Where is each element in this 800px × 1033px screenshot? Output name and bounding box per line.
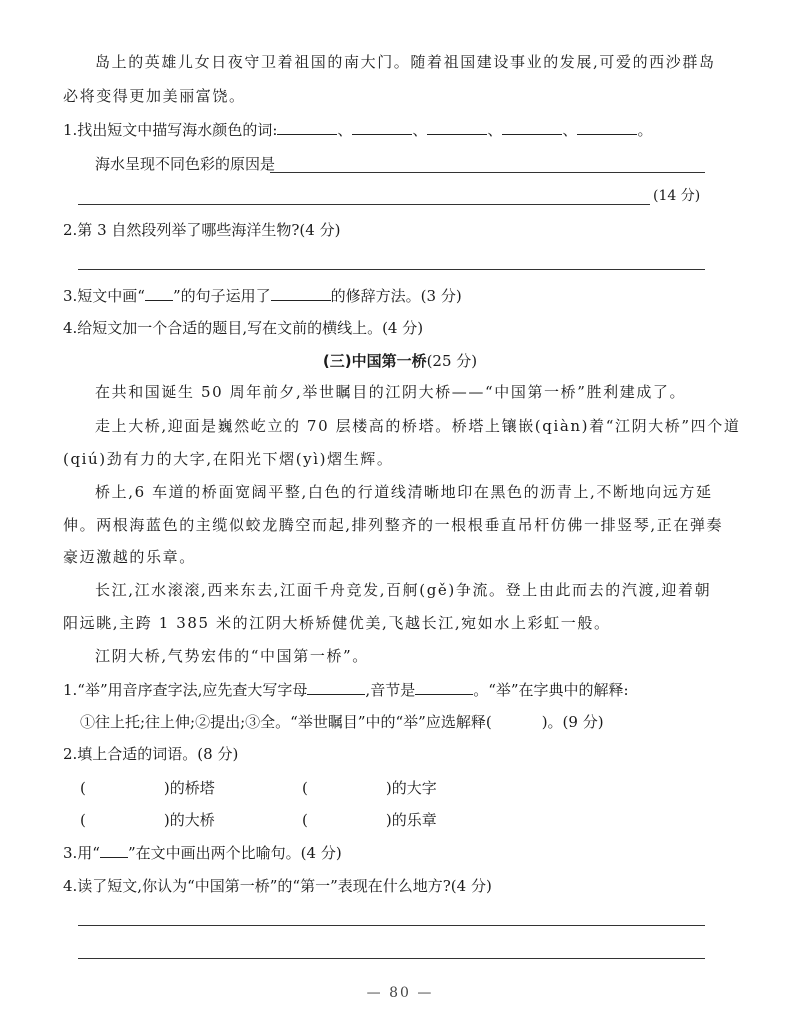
answer-blank[interactable]	[577, 120, 637, 135]
paragraph-line: 桥上,6 车道的桥面宽阔平整,白色的行道线清晰地印在黑色的沥青上,不断地向远方延	[95, 483, 713, 501]
fill-item: ( )的桥塔	[80, 779, 215, 797]
paragraph-line: 伸。两根海蓝色的主缆似蛟龙腾空而起,排列整齐的一根根垂直吊杆仿佛一排竖琴,正在弹奏	[63, 516, 724, 534]
answer-line[interactable]	[78, 958, 705, 959]
paragraph-line: 阳远眺,主跨 1 385 米的江阴大桥矫健优美,飞越长江,宛如水上彩虹一般。	[63, 614, 611, 632]
paragraph-line: 必将变得更加美丽富饶。	[63, 87, 246, 105]
underline-mark	[145, 286, 173, 301]
fill-item: ( )的大字	[302, 779, 437, 797]
answer-blank[interactable]	[415, 680, 473, 695]
paragraph-line: 豪迈激越的乐章。	[63, 548, 196, 566]
section-title: (三)中国第一桥(25 分)	[322, 352, 478, 370]
answer-blank[interactable]	[271, 286, 331, 301]
paragraph-line: 岛上的英雄儿女日夜守卫着祖国的南大门。随着祖国建设事业的发展,可爱的西沙群岛	[95, 53, 716, 71]
question-3: 3.短文中画“ ”的句子运用了 的修辞方法。(3 分)	[63, 287, 462, 305]
question-1-reason: 海水呈现不同色彩的原因是	[95, 155, 276, 173]
answer-line[interactable]	[270, 172, 705, 173]
answer-line[interactable]	[78, 269, 705, 270]
part3-question-4: 4.读了短文,你认为“中国第一桥”的“第一”表现在什么地方?(4 分)	[63, 877, 492, 895]
fill-item: ( )的大桥	[80, 811, 215, 829]
part3-question-2: 2.填上合适的词语。(8 分)	[63, 745, 239, 763]
answer-line[interactable]	[78, 204, 650, 205]
question-1: 1.找出短文中描写海水颜色的词: 、 、 、 、 。	[63, 121, 653, 139]
underline-mark	[100, 843, 128, 858]
question-4: 4.给短文加一个合适的题目,写在文前的横线上。(4 分)	[63, 319, 424, 337]
paragraph-line: (qiú)劲有力的大字,在阳光下熠(yì)熠生辉。	[63, 450, 394, 468]
answer-blank[interactable]	[307, 680, 365, 695]
paragraph-line: 在共和国诞生 50 周年前夕,举世瞩目的江阴大桥——“中国第一桥”胜利建成了。	[95, 383, 687, 401]
answer-blank[interactable]	[502, 120, 562, 135]
answer-line[interactable]	[78, 925, 705, 926]
page-number: — 80 —	[366, 985, 434, 1001]
paragraph-line: 走上大桥,迎面是巍然屹立的 70 层楼高的桥塔。桥塔上镶嵌(qiàn)着“江阴大桥”四个道	[95, 417, 741, 435]
answer-blank[interactable]	[352, 120, 412, 135]
score-label: (14 分)	[653, 188, 701, 204]
part3-question-1: 1.“举”用音序查字法,应先查大写字母 ,音节是 。“举”在字典中的解释:	[63, 681, 629, 699]
answer-blank[interactable]	[427, 120, 487, 135]
paragraph-line: 长江,江水滚滚,西来东去,江面千舟竞发,百舸(gě)争流。登上由此而去的汽渡,迎着朝	[95, 581, 712, 599]
part3-question-1-options: ①往上托;往上伸;②提出;③全。“举世瞩目”中的“举”应选解释( )。(9 分)	[80, 713, 604, 731]
fill-item: ( )的乐章	[302, 811, 437, 829]
part3-question-3: 3.用“ ”在文中画出两个比喻句。(4 分)	[63, 844, 342, 862]
question-2: 2.第 3 自然段列举了哪些海洋生物?(4 分)	[63, 221, 341, 239]
answer-blank[interactable]	[277, 120, 337, 135]
paragraph-line: 江阴大桥,气势宏伟的“中国第一桥”。	[95, 647, 369, 665]
